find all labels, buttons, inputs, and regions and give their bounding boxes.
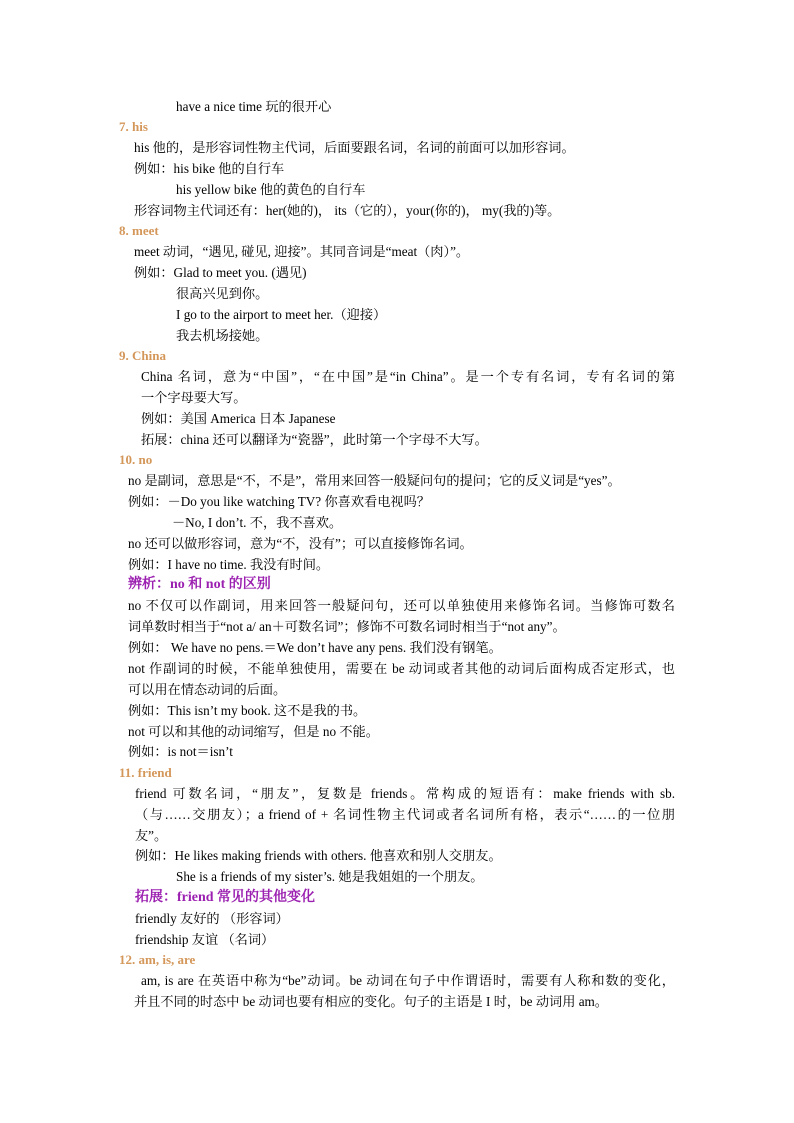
section-heading: 8. meet [119, 223, 159, 238]
analysis-heading: 辨析：no 和 not 的区别 [128, 577, 271, 592]
text-line: －No, I don’t. 不，我不喜欢。 [172, 515, 343, 530]
section-heading: 7. his [119, 119, 148, 134]
text-line: 我去机场接她。 [176, 328, 269, 343]
text-line: 例如：his bike 他的自行车 [134, 161, 285, 176]
section-heading: 12. am, is, are [119, 952, 196, 967]
text-line: no 还可以做形容词，意为“不，没有”；可以直接修饰名词。 [128, 536, 473, 551]
text-line: not 作副词的时候，不能单独使用，需要在 be 动词或者其他的动词后面构成否定形式，也 [128, 661, 675, 676]
text-line: meet 动词，“遇见, 碰见, 迎接”。其同音词是“meat（肉）”。 [134, 244, 470, 259]
text-line: friendship 友谊 （名词） [135, 932, 275, 947]
text-line: 例如： We have no pens.＝We don’t have any pens. 我们没有钢笔。 [128, 640, 502, 655]
text-line: She is a friends of my sister’s. 她是我姐姐的一个朋友。 [176, 869, 484, 884]
text-line: his yellow bike 他的黄色的自行车 [176, 182, 366, 197]
text-line: 例如：－Do you like watching TV? 你喜欢看电视吗？ [128, 494, 430, 509]
text-line: 友”。 [135, 828, 168, 843]
text-line: （与……交朋友）；a friend of + 名词性物主代词或者名词所有格，表示“……的一位朋 [135, 807, 675, 822]
text-line: have a nice time 玩的很开心 [176, 99, 332, 114]
text-line: 例如：This isn’t my book. 这不是我的书。 [128, 703, 367, 718]
text-line: 例如：He likes making friends with others. 他喜欢和别人交朋友。 [135, 848, 502, 863]
text-line: 很高兴见到你。 [176, 286, 269, 301]
text-line: 例如：I have no time. 我没有时间。 [128, 557, 330, 572]
text-line: am, is are 在英语中称为“be”动词。be 动词在句子中作谓语时，需要有人称和数的变化， [141, 973, 675, 988]
text-line: 例如：is not＝isn’t [128, 744, 233, 759]
text-line: 并且不同的时态中 be 动词也要有相应的变化。句子的主语是 I 时，be 动词用 am。 [134, 994, 608, 1009]
text-line: friend 可数名词，“朋友”，复数是 friends。常构成的短语有：make friends with sb. [135, 786, 675, 801]
text-line: 例如：Glad to meet you. (遇见) [134, 265, 307, 280]
text-line: no 是副词，意思是“不，不是”，常用来回答一般疑问句的提问；它的反义词是“yes”。 [128, 473, 621, 488]
extension-heading: 拓展：friend 常见的其他变化 [135, 890, 316, 905]
section-heading: 9. China [119, 348, 166, 363]
text-line: 拓展：china 还可以翻译为“瓷器”，此时第一个字母不大写。 [141, 432, 488, 447]
text-line: not 可以和其他的动词缩写，但是 no 不能。 [128, 724, 379, 739]
text-line: 词单数时相当于“not a/ an＋可数名词”；修饰不可数名词时相当于“not any”。 [128, 619, 566, 634]
section-heading: 11. friend [119, 765, 172, 780]
section-heading: 10. no [119, 452, 153, 467]
text-line: China 名词，意为“中国”，“在中国”是“in China”。是一个专有名词，专有名词的第 [141, 369, 675, 384]
text-line: his 他的，是形容词性物主代词，后面要跟名词，名词的前面可以加形容词。 [134, 140, 575, 155]
text-line: no 不仅可以作副词，用来回答一般疑问句，还可以单独使用来修饰名词。当修饰可数名 [128, 598, 675, 613]
text-line: 形容词物主代词还有：her(她的)， its（它的），your(你的)， my(我的)等。 [134, 203, 561, 218]
text-line: 例如：美国 America 日本 Japanese [141, 411, 336, 426]
text-line: 可以用在情态动词的后面。 [128, 682, 287, 697]
text-line: friendly 友好的 （形容词） [135, 911, 289, 926]
text-line: I go to the airport to meet her.（迎接） [176, 307, 387, 322]
text-line: 一个字母要大写。 [141, 390, 247, 405]
